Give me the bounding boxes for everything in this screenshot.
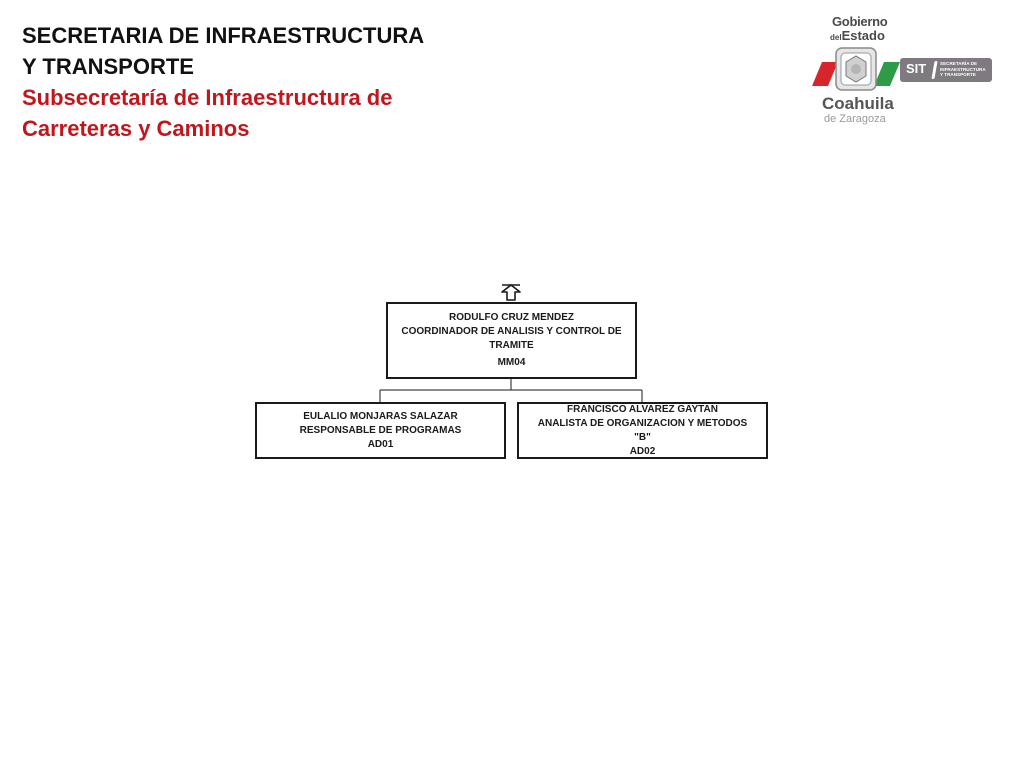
sit-description: SECRETARÍA DE INFRAESTRUCTURA Y TRANSPORTE [940,61,986,78]
page-title-line-1: SECRETARIA DE INFRAESTRUCTURA [22,23,425,48]
node-code: MM04 [497,357,526,368]
org-node-responsable-programas [255,402,506,459]
node-name: FRANCISCO ALVAREZ GAYTAN [567,403,718,415]
up-arrow-icon [502,285,520,300]
logo-estado-text [830,28,885,43]
node-name: EULALIO MONJARAS SALAZAR [303,410,458,422]
page-subtitle-line-2: Carreteras y Caminos [22,116,250,141]
state-seal-icon [808,42,908,92]
page-subtitle-line-1: Subsecretaría de Infraestructura de [22,85,393,110]
node-code: AD01 [367,438,394,450]
page-header [22,20,425,144]
logo-estado-word: Estado [841,28,885,43]
node-position: ANALISTA DE ORGANIZACION Y METODOS "B" [537,417,748,443]
org-node-analista [517,402,768,459]
org-node-coordinator [386,302,637,379]
sit-label: SIT [906,61,927,76]
logo-del-text: del [830,33,842,42]
sit-divider [931,61,937,79]
logo-gobierno-text: Gobierno [832,14,888,29]
logo-coahuila-text: Coahuila [822,94,894,113]
node-position: COORDINADOR DE ANALISIS Y CONTROL DE TRAMITE [401,326,622,351]
logo-zaragoza-text: de Zaragoza [824,113,886,125]
node-name: RODULFO CRUZ MENDEZ [449,312,574,323]
page-title-line-2: Y TRANSPORTE [22,54,194,79]
node-code: AD02 [629,445,656,457]
government-logo [808,12,998,130]
node-position: RESPONSABLE DE PROGRAMAS [299,424,462,436]
sit-badge [900,58,992,82]
